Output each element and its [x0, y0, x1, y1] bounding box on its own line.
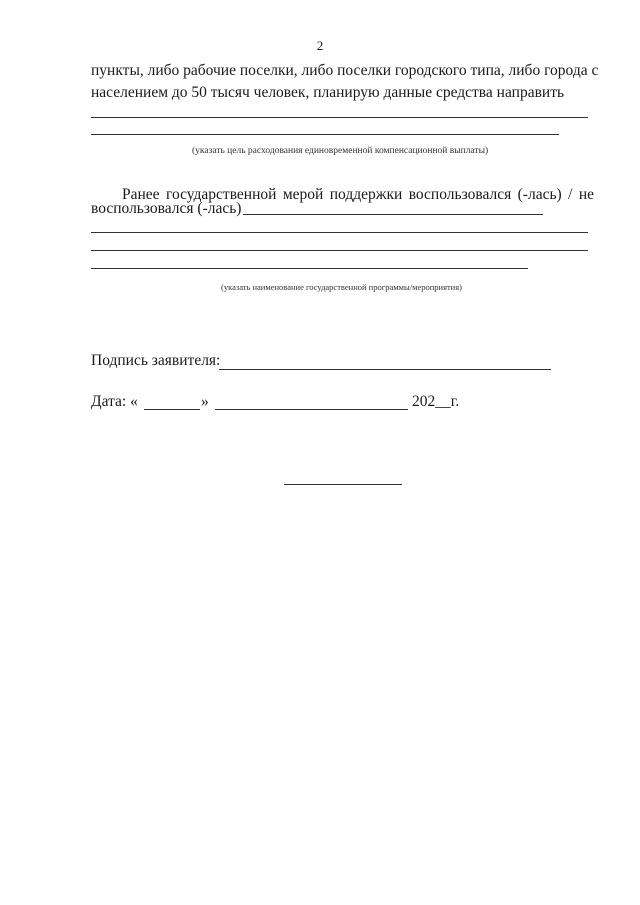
- date-year: 202__г.: [412, 393, 460, 410]
- paragraph-line: пункты, либо рабочие поселки, либо поселки городского типа, либо города с: [91, 62, 599, 79]
- fill-in-line[interactable]: [91, 134, 559, 135]
- paragraph-line: Ранее государственной мерой поддержки воспользовался (-лась) / не: [122, 186, 594, 203]
- signature-label: Подпись заявителя:: [91, 352, 221, 369]
- paragraph-line: населением до 50 тысяч человек, планирую данные средства направить: [91, 84, 565, 101]
- fill-in-line[interactable]: [243, 214, 543, 215]
- field-caption: (указать цель расходования единовременной компенсационной выплаты): [192, 146, 489, 156]
- page-number: 2: [316, 38, 324, 53]
- signature-field[interactable]: [219, 369, 551, 370]
- date-month-field[interactable]: [215, 409, 408, 410]
- document-end-line: [284, 484, 402, 485]
- date-close-quote: »: [201, 393, 209, 410]
- date-day-field[interactable]: [144, 409, 200, 410]
- fill-in-line[interactable]: [91, 117, 588, 118]
- field-caption: (указать наименование государственной программы/мероприятия): [221, 282, 462, 292]
- fill-in-line[interactable]: [91, 232, 588, 233]
- paragraph-line: воспользовался (-лась): [91, 200, 242, 217]
- fill-in-line[interactable]: [91, 250, 588, 251]
- fill-in-line[interactable]: [91, 268, 528, 269]
- date-label: Дата: «: [91, 393, 138, 410]
